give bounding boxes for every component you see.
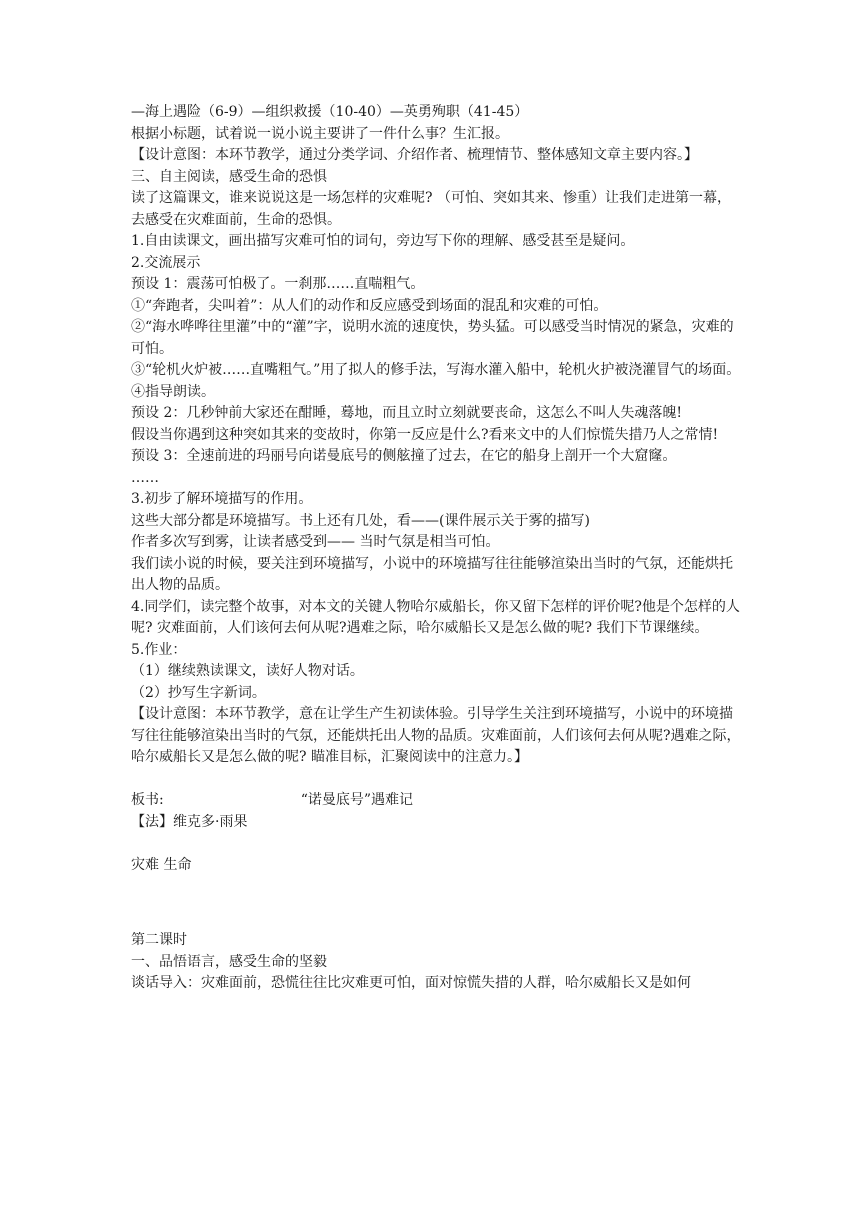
text-line: 预设 1：震荡可怕极了。一刹那……直喘粗气。 [131, 276, 425, 292]
text-line: ①“奔跑者，尖叫着”：从人们的动作和反应感受到场面的混乱和灾难的可怕。 [131, 297, 608, 314]
paragraph: 假设当你遇到这种突如其来的变故时，你第一反应是什么?看来文中的人们惊慌失措乃人之常情! [131, 426, 719, 443]
text-line: 1.自由读课文，画出描写灾难可怕的词句，旁边写下你的理解、感受甚至是疑问。 [131, 233, 635, 249]
text-line: —海上遇险（6-9）—组织救援（10-40）—英勇殉职（41-45） [131, 104, 529, 120]
text-line: 根据小标题，试着说一说小说主要讲了一件什么事？生汇报。 [131, 125, 509, 142]
lesson-heading: 第二课时 [131, 932, 187, 948]
blackboard-label: 板书: [131, 792, 164, 808]
text-line: 预设 2：几秒钟前大家还在酣睡，蓦地，而且立时立刻就要丧命，这怎么不叫人失魂落魄! [131, 405, 682, 421]
document-page [131, 102, 741, 995]
paragraph: 我们读小说的时候，要关注到环境描写，小说中的环境描写往往能够渲染出当时的气氛，还能烘托出人物的品质。 [131, 555, 733, 593]
ellipsis-line: …… [131, 469, 159, 486]
author-line: 【法】维克多·雨果 [131, 813, 248, 830]
paragraph: 4.同学们，读完整个故事，对本文的关键人物哈尔威船长，你又留下怎样的评价呢?他是个怎样的人呢? 灾难面前，人们该何去何从呢?遇难之际，哈尔威船长又是怎么做的呢? 我们下节课继续。 [131, 598, 740, 636]
subheading: 5.作业： [131, 641, 187, 658]
section-heading: 一、品悟语言，感受生命的坚毅 [131, 953, 327, 970]
text-line: 这些大部分都是环境描写。书上还有几处，看——(课件展示关于雾的描写) [131, 512, 590, 529]
spacer [131, 769, 741, 791]
paragraph: ③“轮机火炉被……直嘴粗气。”用了拟人的修手法，写海水灌入船中，轮机火护被浇灌冒气的场面。 [131, 362, 741, 378]
blackboard-title: “诺曼底号”遇难记 [300, 792, 414, 808]
spacer [131, 833, 741, 855]
text-line: 作者多次写到雾，让读者感受到—— 当时气氛是相当可怕。 [131, 534, 500, 550]
design-intent-note: 【设计意图：本环节教学，意在让学生产生初读体验。引导学生关注到环境描写，小说中的环境描写往往能够渲染出当时的气氛，还能烘托出人物的品质。灾难面前，人们该何去何从呢?遇难之际，哈尔威船长又是怎么做的呢? 瞄准目标，汇聚阅读中的注意力。】 [131, 706, 741, 765]
text-line: （1）继续熟读课文，读好人物对话。 [131, 663, 364, 679]
subheading: 2.交流展示 [131, 254, 201, 271]
blackboard-keywords: 灾难 生命 [131, 856, 192, 873]
text-line: 预设 3：全速前进的玛丽号向诺曼底号的侧舷撞了过去，在它的船身上剖开一个大窟窿。 [131, 448, 677, 464]
subheading: 3.初步了解环境描写的作用。 [131, 491, 313, 507]
paragraph: ②“海水哗哗往里灌”中的“灌”字，说明水流的速度快，势头猛。可以感受当时情况的紧急，灾难的可怕。 [131, 319, 734, 357]
paragraph: 读了这篇课文，谁来说说这是一场怎样的灾难呢? （可怕、突如其来、惨重）让我们走进第一幕，去感受在灾难面前，生命的恐惧。 [131, 190, 731, 228]
text-line: ④指导朗读。 [131, 383, 215, 400]
spacer [131, 876, 741, 930]
blackboard-heading [131, 790, 741, 812]
design-intent-note: 【设计意图：本环节教学，通过分类学词、介绍作者、梳理情节、整体感知文章主要内容。】 [131, 147, 698, 163]
text-line: （2）抄写生字新词。 [131, 684, 266, 701]
text-line: 谈话导入：灾难面前，恐慌往往比灾难更可怕，面对惊慌失措的人群，哈尔威船长又是如何 [131, 975, 691, 991]
section-heading: 三、自主阅读，感受生命的恐惧 [131, 168, 327, 185]
